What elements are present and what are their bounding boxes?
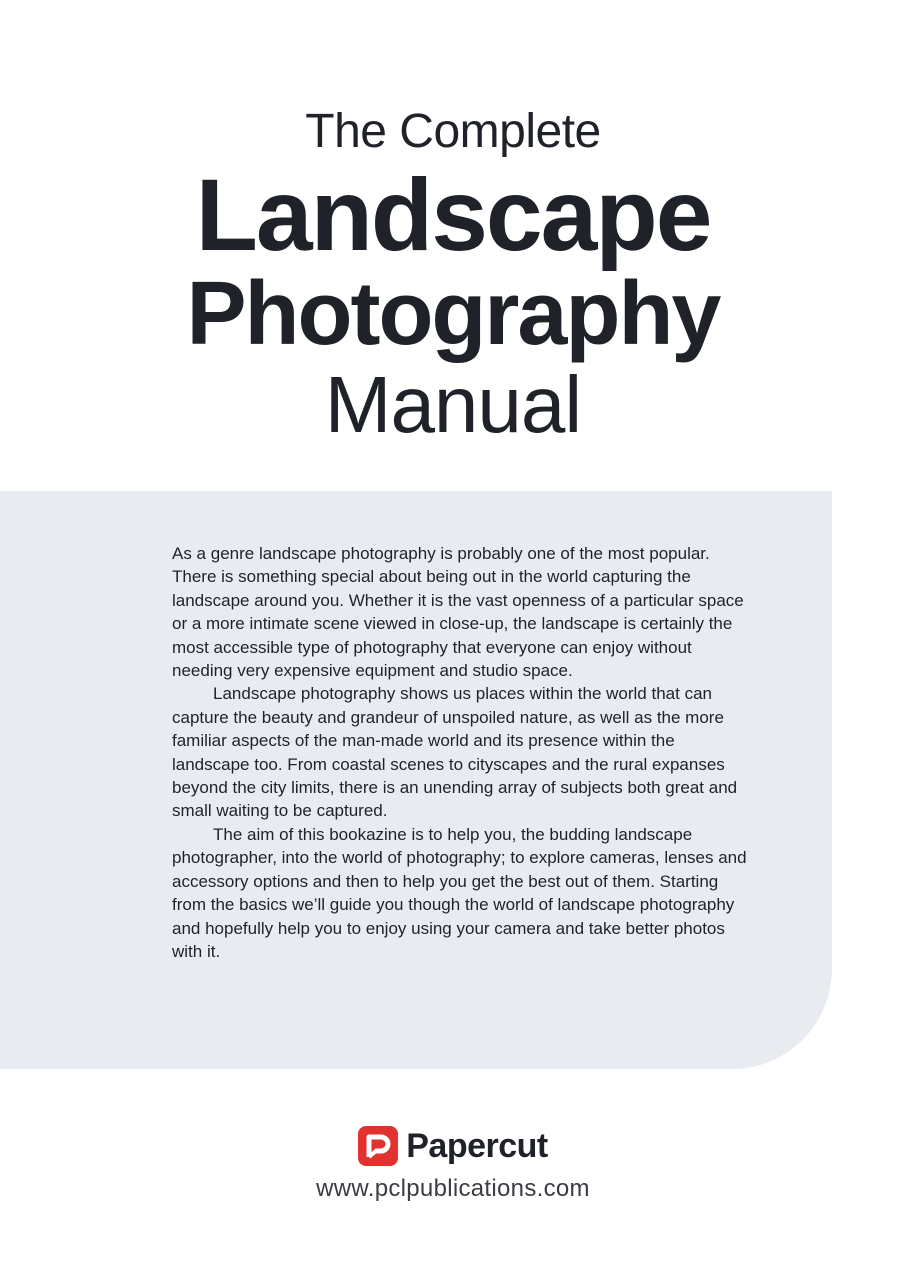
intro-text <box>172 542 752 963</box>
publisher-url[interactable]: www.pclpublications.com <box>316 1175 590 1202</box>
intro-paragraph-3: The aim of this bookazine is to help you, the budding landscape photographer, into the world of photography; to explore cameras, lenses and accessory options and then to help you get the best out of them. Starting from the basics we’ll guide you though the world of landscape photography and hopefully help you to enjoy using your camera and take better photos with it. <box>172 824 747 961</box>
publisher-name: Papercut <box>406 1127 548 1165</box>
title-line-the-complete: The Complete <box>305 105 601 158</box>
intro-paragraph-1: As a genre landscape photography is probably one of the most popular. There is something special about being out in the world capturing the landscape around you. Whether it is the vast openness of a particular space or a more intimate scene viewed in close-up, the landscape is certainly the most accessible type of photography that everyone can enjoy without needing very expensive equipment and studio space. <box>172 544 744 681</box>
title-line-manual: Manual <box>324 360 582 449</box>
title-line-landscape: Landscape <box>195 158 711 272</box>
intro-paragraph-2: Landscape photography shows us places within the world that can capture the beauty and grandeur of unspoiled nature, as well as the more familiar aspects of the man-made world and its presence within the landscape too. From coastal scenes to cityscapes and the rural expanses beyond the city limits, there is an unending array of subjects both great and small waiting to be captured. <box>172 684 738 821</box>
publisher-brand <box>0 1124 906 1168</box>
papercut-logo-icon <box>358 1126 398 1166</box>
title-line-photography: Photography <box>186 264 720 364</box>
